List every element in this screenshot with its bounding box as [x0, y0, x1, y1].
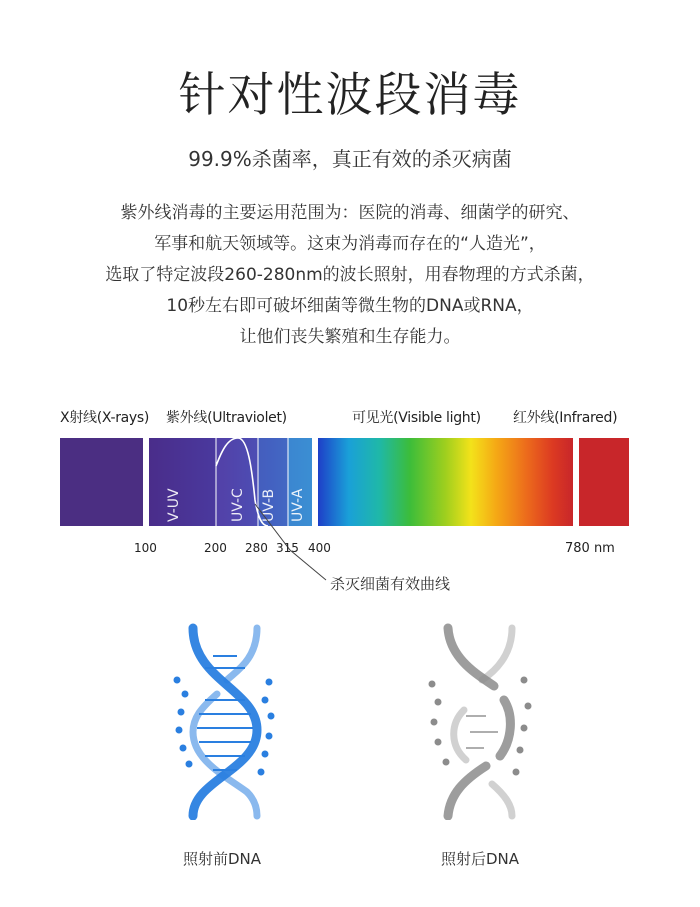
uv-sub-label: UV-C	[230, 488, 246, 522]
wavelength-label: 400	[308, 541, 331, 555]
paragraph-line: 军事和航天领域等。这束为消毒而存在的“人造光”，	[154, 234, 546, 254]
band-label-visible: 可见光(Visible light)	[352, 410, 481, 426]
curve-caption: 杀灭细菌有效曲线	[330, 575, 451, 593]
paragraph-line: 让他们丧失繁殖和生存能力。	[239, 327, 461, 347]
wavelength-label: 280	[245, 541, 268, 555]
page-title: 针对性波段消毒	[178, 68, 522, 123]
dna-before-caption: 照射前DNA	[183, 850, 262, 868]
uv-sub-label: UV-A	[290, 488, 306, 522]
dna-after-icon	[420, 620, 540, 820]
page-subtitle: 99.9%杀菌率，真正有效的杀灭病菌	[188, 147, 512, 171]
band-label-infrared: 红外线(Infrared)	[513, 410, 618, 426]
visible-band	[318, 438, 573, 526]
uv-sub-label: UV-B	[261, 488, 277, 522]
description-paragraph	[20, 198, 680, 353]
paragraph-line: 选取了特定波段260-280nm的波长照射，用春物理的方式杀菌，	[105, 265, 595, 285]
band-label-xray: X射线(X-rays)	[60, 410, 150, 426]
dna-before-icon	[165, 620, 285, 820]
wavelength-end-label: 780 nm	[565, 541, 615, 556]
paragraph-line: 10秒左右即可破坏细菌等微生物的DNA或RNA，	[166, 296, 534, 316]
uv-sub-label: V-UV	[166, 488, 182, 522]
wavelength-label: 200	[204, 541, 227, 555]
wavelength-label: 315	[276, 541, 299, 555]
paragraph-line: 紫外线消毒的主要运用范围为：医院的消毒、细菌学的研究、	[120, 203, 580, 223]
xray-band	[60, 438, 143, 526]
dna-after-caption: 照射后DNA	[441, 850, 520, 868]
infrared-band	[579, 438, 629, 526]
band-label-uv: 紫外线(Ultraviolet)	[166, 410, 287, 426]
wavelength-label: 100	[134, 541, 157, 555]
